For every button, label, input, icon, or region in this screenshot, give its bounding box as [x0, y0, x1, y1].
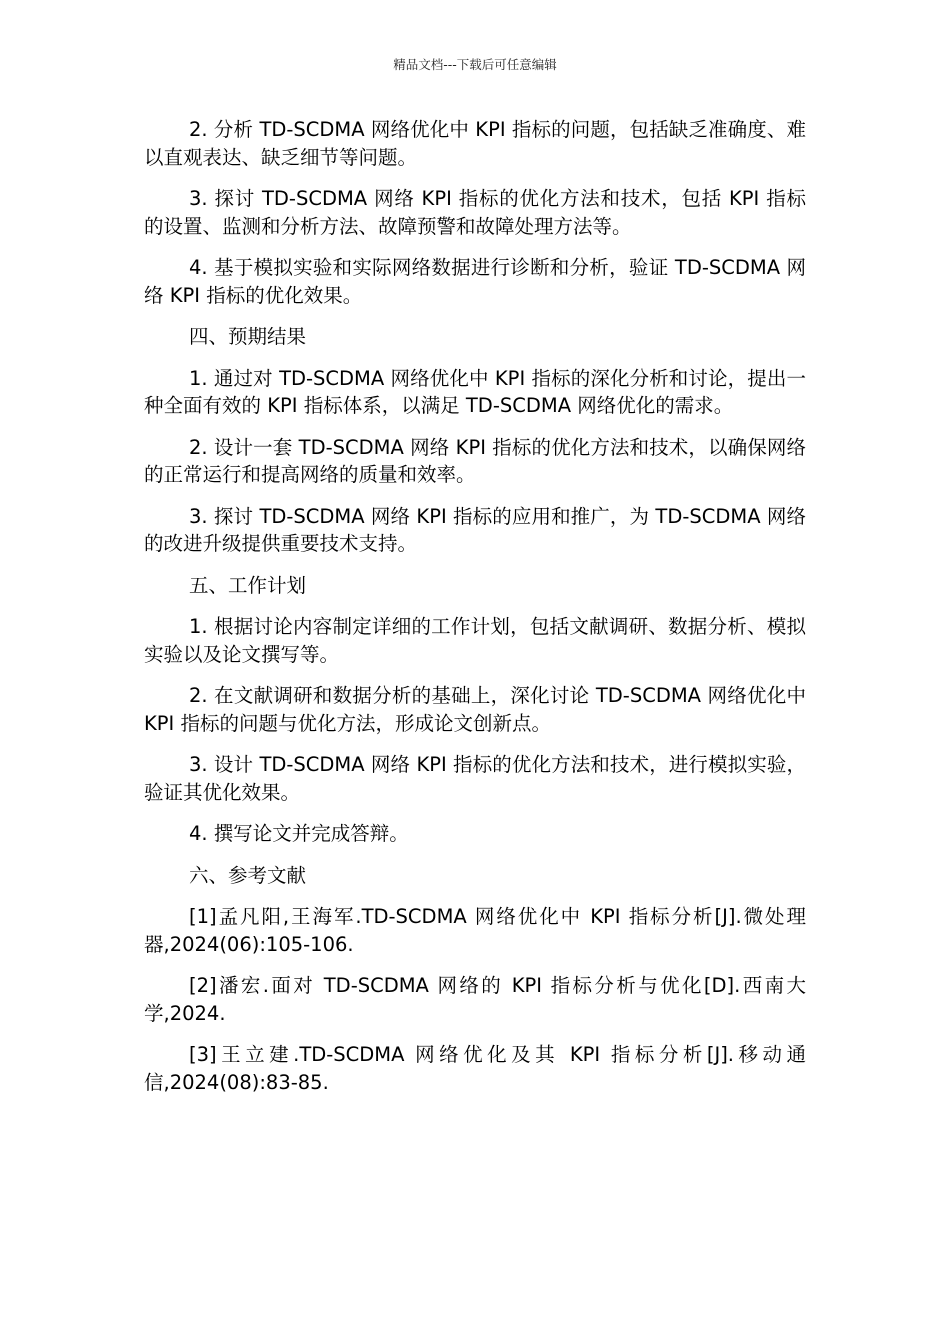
section-heading-references: 六、参考文献: [189, 863, 307, 887]
section-heading-work-plan: 五、工作计划: [189, 573, 307, 597]
page-header: 精品文档---下载后可任意编辑: [393, 57, 557, 72]
research-item-2: 2. 分析 TD-SCDMA 网络优化中 KPI 指标的问题，包括缺乏准确度、难以直观表达、缺乏细节等问题。: [144, 118, 806, 169]
section-heading-expected-results: 四、预期结果: [189, 325, 307, 348]
expected-result-1: 1. 通过对 TD-SCDMA 网络优化中 KPI 指标的深化分析和讨论，提出一种全面有效的 KPI 指标体系，以满足 TD-SCDMA 网络优化的需求。: [144, 366, 806, 417]
reference-1: [1]孟凡阳,王海军.TD-SCDMA 网络优化中 KPI 指标分析[J].微处理器,2024(06):105-106.: [144, 905, 806, 956]
document-body: [144, 116, 806, 1110]
work-plan-3: 3. 设计 TD-SCDMA 网络 KPI 指标的优化方法和技术，进行模拟实验，验证其优化效果。: [144, 753, 806, 804]
research-item-4: 4. 基于模拟实验和实际网络数据进行诊断和分析，验证 TD-SCDMA 网络 KPI 指标的优化效果。: [144, 256, 806, 307]
expected-result-2: 2. 设计一套 TD-SCDMA 网络 KPI 指标的优化方法和技术，以确保网络的正常运行和提高网络的质量和效率。: [144, 435, 806, 486]
reference-3: [3]王立建.TD-SCDMA 网络优化及其 KPI 指标分析[J].移动通信,2024(08):83-85.: [144, 1043, 806, 1094]
research-item-3: 3. 探讨 TD-SCDMA 网络 KPI 指标的优化方法和技术，包括 KPI 指标的设置、监测和分析方法、故障预警和故障处理方法等。: [144, 187, 806, 238]
reference-2: [2]潘宏.面对 TD-SCDMA 网络的 KPI 指标分析与优化[D].西南大学,2024.: [144, 974, 806, 1025]
work-plan-1: 1. 根据讨论内容制定详细的工作计划，包括文献调研、数据分析、模拟实验以及论文撰写等。: [144, 615, 806, 666]
expected-result-3: 3. 探讨 TD-SCDMA 网络 KPI 指标的应用和推广，为 TD-SCDMA 网络的改进升级提供重要技术支持。: [144, 504, 806, 555]
work-plan-2: 2. 在文献调研和数据分析的基础上，深化讨论 TD-SCDMA 网络优化中 KPI 指标的问题与优化方法，形成论文创新点。: [144, 684, 806, 735]
work-plan-4: 4. 撰写论文并完成答辩。: [189, 822, 409, 845]
